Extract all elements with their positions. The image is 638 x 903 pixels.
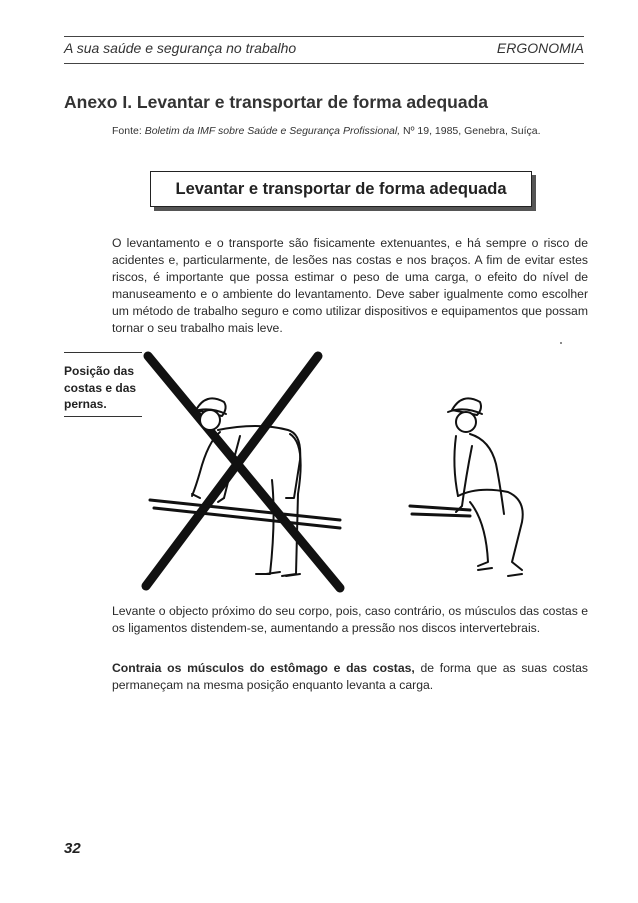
side-label-top-rule [64,352,142,353]
source-publication: Boletim da IMF sobre Saúde e Segurança Profissional, [144,125,401,137]
page-number: 32 [64,840,81,857]
pole-wrong [150,500,340,528]
source-prefix: Fonte: [112,125,145,137]
lifting-close-paragraph: Levante o objecto próximo do seu corpo, pois, caso contrário, os músculos das costas e os ligamentos distendem-se, aumentando a pressão nos discos intervertebrais. [112,604,588,635]
annex-title: Anexo I. Levantar e transportar de forma adequada [64,92,489,112]
cross-out-mark [146,356,340,588]
boxed-title: Levantar e transportar de forma adequada [150,171,532,207]
header-top-rule [64,36,584,37]
stray-dot [560,342,562,344]
source-details: Nº 19, 1985, Genebra, Suíça. [400,125,541,137]
figure-correct-posture [448,398,523,576]
figure-wrong-posture [192,398,301,576]
intro-paragraph: O levantamento e o transporte são fisicamente extenuantes, e há sempre o risco de acidentes e, particularmente, de lesões nas costas e nos braços. A fim de evitar estes riscos, é importante que possa estimar o peso de uma carga, o efeito do nível de manuseamento e o ambiente do levantamento. Deve saber igualmente como escolher um método de trabalho seguro e como utilizar dispositivos e equipamentos que possam tornar o seu trabalho mais leve. [112,236,588,335]
side-label-line-2: costas e das [64,380,137,395]
running-header-title: A sua saúde e segurança no trabalho [64,40,297,56]
side-label-line-3: pernas. [64,397,107,411]
contract-muscles-paragraph [112,660,588,694]
source-citation [112,125,541,137]
side-label-line-1: Posição das [64,364,135,378]
header-bottom-rule [64,63,584,64]
contract-muscles-emphasis: Contraia os músculos do estômago e das costas, [112,661,415,675]
side-label-bottom-rule [64,416,142,417]
contract-muscles-rest: de forma que as suas costas permaneçam na mesma posição enquanto levanta a carga. [112,661,589,692]
lifting-posture-illustration [140,350,600,600]
running-header-section: ERGONOMIA [496,40,584,56]
side-label [64,363,144,413]
